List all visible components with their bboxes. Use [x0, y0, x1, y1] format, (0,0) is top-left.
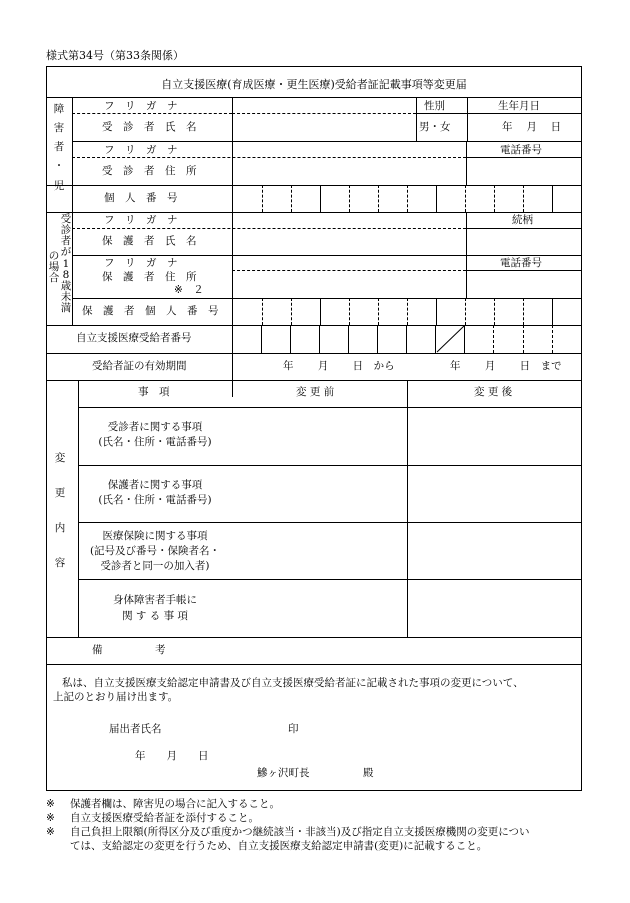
form-title: 自立支援医療(育成医療・更生医療)受給者証記載事項等変更届: [161, 78, 467, 91]
change-row-3-line3: 受診者と同一の加入者): [100, 560, 210, 572]
patient-furigana-input[interactable]: [233, 98, 416, 112]
change-row-3-after[interactable]: [408, 523, 581, 578]
change-row-4-line2: 関 す る 事 項: [122, 610, 188, 622]
gender-label: 性別: [424, 100, 445, 112]
col-after-header: 変 更 後: [474, 386, 513, 398]
guardian-mynumber-label: 保 護 者 個 人 番 号: [82, 305, 219, 317]
guardian-phone-input[interactable]: [467, 271, 581, 298]
patient-name-input[interactable]: [233, 114, 416, 141]
change-row-2-line1: 保護者に関する事項: [107, 479, 203, 491]
change-row-2-line2: (氏名・住所・電話番号): [98, 494, 212, 506]
change-row-1-before[interactable]: [233, 408, 406, 464]
applicant-label: 届出者氏名: [109, 723, 162, 735]
guardian-address-furigana-label: フ リ ガ ナ: [104, 257, 178, 269]
patient-mynumber-label: 個 人 番 号: [104, 192, 178, 204]
addressee: 鰺ヶ沢町長: [257, 767, 310, 779]
remarks-label: 備 考: [92, 644, 166, 656]
patient-address-furigana-label: フ リ ガ ナ: [104, 144, 178, 156]
guardian-name-label: 保 護 者 氏 名: [102, 235, 197, 247]
guardian-phone-label: 電話番号: [500, 257, 542, 269]
changes-side-label: 変 更 内 容: [54, 452, 66, 570]
note-2-mark: ※: [46, 812, 55, 824]
patient-phone-input[interactable]: [467, 158, 581, 184]
note-3-text-cont: ては、支給認定の変更を行うため、自立支援医療支給認定申請書(変更)に記載すること。: [70, 840, 488, 852]
patient-address-input[interactable]: [233, 158, 465, 184]
note-2-text: 自立支援医療受給者証を添付すること。: [70, 812, 259, 824]
change-row-3-line2: (記号及び番号・保険者名・: [89, 545, 221, 557]
col-before-header: 変 更 前: [296, 386, 335, 398]
guardian-name-input[interactable]: [233, 229, 465, 254]
applicant-name-input[interactable]: [180, 718, 280, 736]
change-row-4-after[interactable]: [408, 580, 581, 636]
patient-address-label: 受 診 者 住 所: [102, 165, 197, 177]
guardian-address-note: ※ ２: [174, 284, 204, 296]
note-1-text: 保護者欄は、障害児の場合に記入すること。: [70, 798, 280, 810]
patient-furigana-label: フ リ ガ ナ: [104, 100, 178, 112]
change-row-2-after[interactable]: [408, 466, 581, 521]
col-item-header: 事 項: [138, 386, 170, 398]
guardian-side-label-2: の 場 合: [48, 250, 60, 285]
note-3-text: 自己負担上限額(所得区分及び重度かつ継続該当・非該当)及び指定自立支援医療機関の変更につい: [70, 826, 530, 838]
gender-value[interactable]: 男・女: [419, 121, 451, 133]
form-id: 様式第34号（第33条関係）: [46, 49, 184, 62]
declaration-line2: 上記のとおり届け出ます。: [53, 691, 179, 703]
change-row-1-line2: (氏名・住所・電話番号): [98, 436, 212, 448]
declaration-line1: 私は、自立支援医療支給認定申請書及び自立支援医療受給者証に記載された事項の変更について、: [62, 677, 524, 689]
change-row-2-before[interactable]: [233, 466, 406, 521]
relation-input[interactable]: [467, 229, 581, 254]
validity-label: 受給者証の有効期間: [92, 360, 187, 372]
birth-label: 生年月日: [498, 100, 540, 112]
remarks-input[interactable]: [233, 638, 581, 663]
declaration-date[interactable]: 年 月 日: [135, 750, 209, 762]
note-3-mark: ※: [46, 826, 55, 838]
patient-phone-label: 電話番号: [500, 144, 542, 156]
cert-number-boxes[interactable]: [232, 325, 582, 353]
change-row-3-before[interactable]: [233, 523, 406, 578]
guardian-address-label: 保 護 者 住 所: [102, 271, 197, 283]
note-1-mark: ※: [46, 798, 55, 810]
change-row-1-after[interactable]: [408, 408, 581, 464]
change-row-3-line1: 医療保険に関する事項: [102, 530, 208, 542]
guardian-furigana-label: フ リ ガ ナ: [104, 214, 178, 226]
patient-mynumber-boxes[interactable]: [232, 185, 582, 212]
cert-number-label: 自立支援医療受給者番号: [76, 332, 192, 344]
guardian-mynumber-boxes[interactable]: [232, 298, 582, 325]
change-row-1-line1: 受診者に関する事項: [107, 421, 203, 433]
seal-mark: 印: [288, 723, 299, 735]
diagonal-slash-icon: [435, 325, 465, 353]
validity-from[interactable]: 年 月 日 から: [283, 360, 395, 372]
validity-to[interactable]: 年 月 日 まで: [450, 360, 562, 372]
change-row-4-before[interactable]: [233, 580, 406, 636]
birth-value[interactable]: 年 月 日: [502, 121, 562, 133]
guardian-address-input[interactable]: [233, 271, 465, 298]
relation-label: 続柄: [512, 214, 533, 226]
patient-side-label: 障 害 者 ・ 児: [53, 103, 65, 192]
guardian-side-label: 受 診 者 が 1 8 歳 未 満: [60, 213, 72, 314]
patient-name-label: 受 診 者 氏 名: [102, 121, 197, 133]
change-row-4-line1: 身体障害者手帳に: [113, 594, 197, 606]
honorific: 殿: [363, 767, 374, 779]
